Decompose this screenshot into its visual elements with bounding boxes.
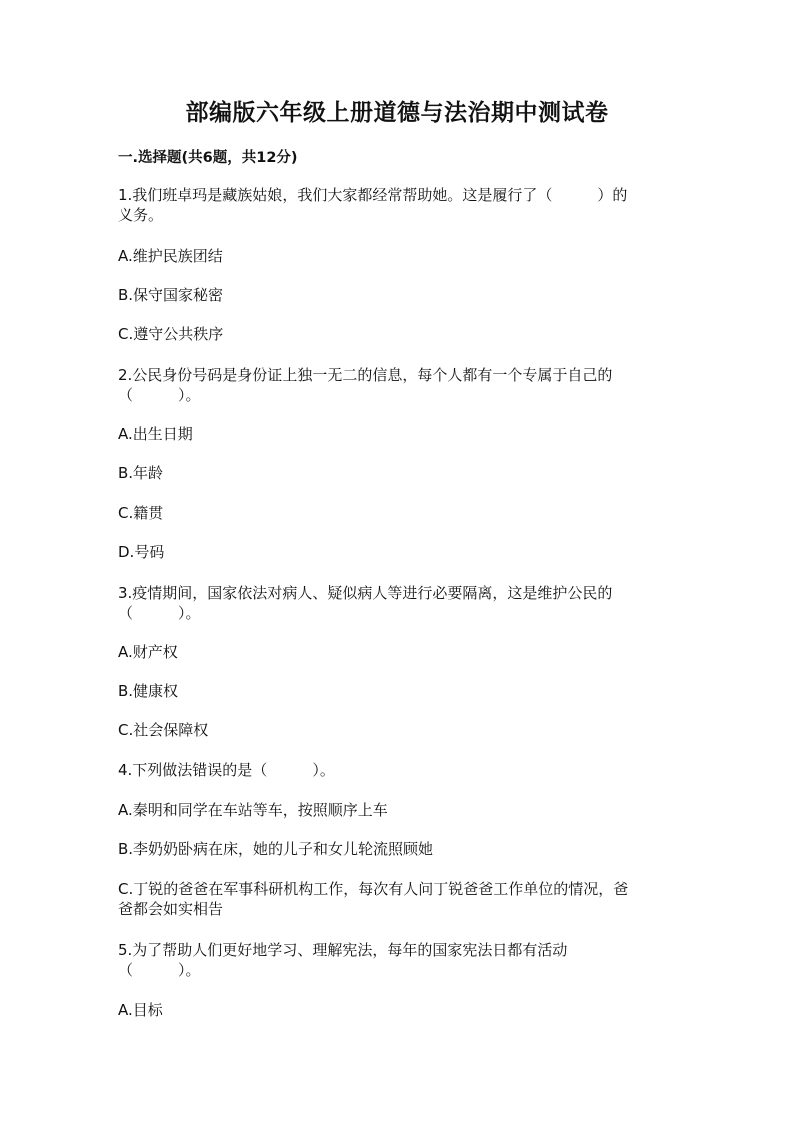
page-title: 部编版六年级上册道德与法治期中测试卷 [185,99,609,126]
question-4-stem-line-1: 4.下列做法错误的是（ ）。 [118,761,335,779]
question-5-option-a: A.目标 [118,1001,163,1019]
question-1-option-a: A.维护民族团结 [118,247,223,265]
question-1-option-b: B.保守国家秘密 [118,286,224,304]
question-4-option-c-line-1: C.丁锐的爸爸在军事科研机构工作，每次有人问丁锐爸爸工作单位的情况，爸 [118,880,629,898]
question-2-option-c: C.籍贯 [118,504,164,522]
question-3-stem-line-2: （ ）。 [118,604,201,622]
section-heading: 一.选择题(共6题，共12分) [118,150,298,166]
question-3-stem-line-1: 3.疫情期间，国家依法对病人、疑似病人等进行必要隔离，这是维护公民的 [118,584,613,602]
question-4-option-b: B.李奶奶卧病在床，她的儿子和女儿轮流照顾她 [118,840,434,858]
question-2-stem-line-1: 2.公民身份号码是身份证上独一无二的信息，每个人都有一个专属于自己的 [118,366,613,384]
question-5-stem-line-1: 5.为了帮助人们更好地学习、理解宪法，每年的国家宪法日都有活动 [118,941,568,959]
question-1-stem-line-2: 义务。 [118,206,164,224]
question-3-option-c: C.社会保障权 [118,721,209,739]
question-4-option-a: A.秦明和同学在车站等车，按照顺序上车 [118,801,388,819]
question-1-stem-line-1: 1.我们班卓玛是藏族姑娘，我们大家都经常帮助她。这是履行了（ ）的 [118,186,628,204]
question-2-stem-line-2: （ ）。 [118,386,201,404]
question-2-option-b: B.年龄 [118,464,164,482]
question-4-option-c-line-2: 爸都会如实相告 [118,900,224,918]
question-2-option-a: A.出生日期 [118,425,193,443]
question-5-stem-line-2: （ ）。 [118,961,201,979]
question-1-option-c: C.遵守公共秩序 [118,325,224,343]
question-2-option-d: D.号码 [118,543,165,561]
question-3-option-a: A.财产权 [118,643,178,661]
question-3-option-b: B.健康权 [118,682,179,700]
